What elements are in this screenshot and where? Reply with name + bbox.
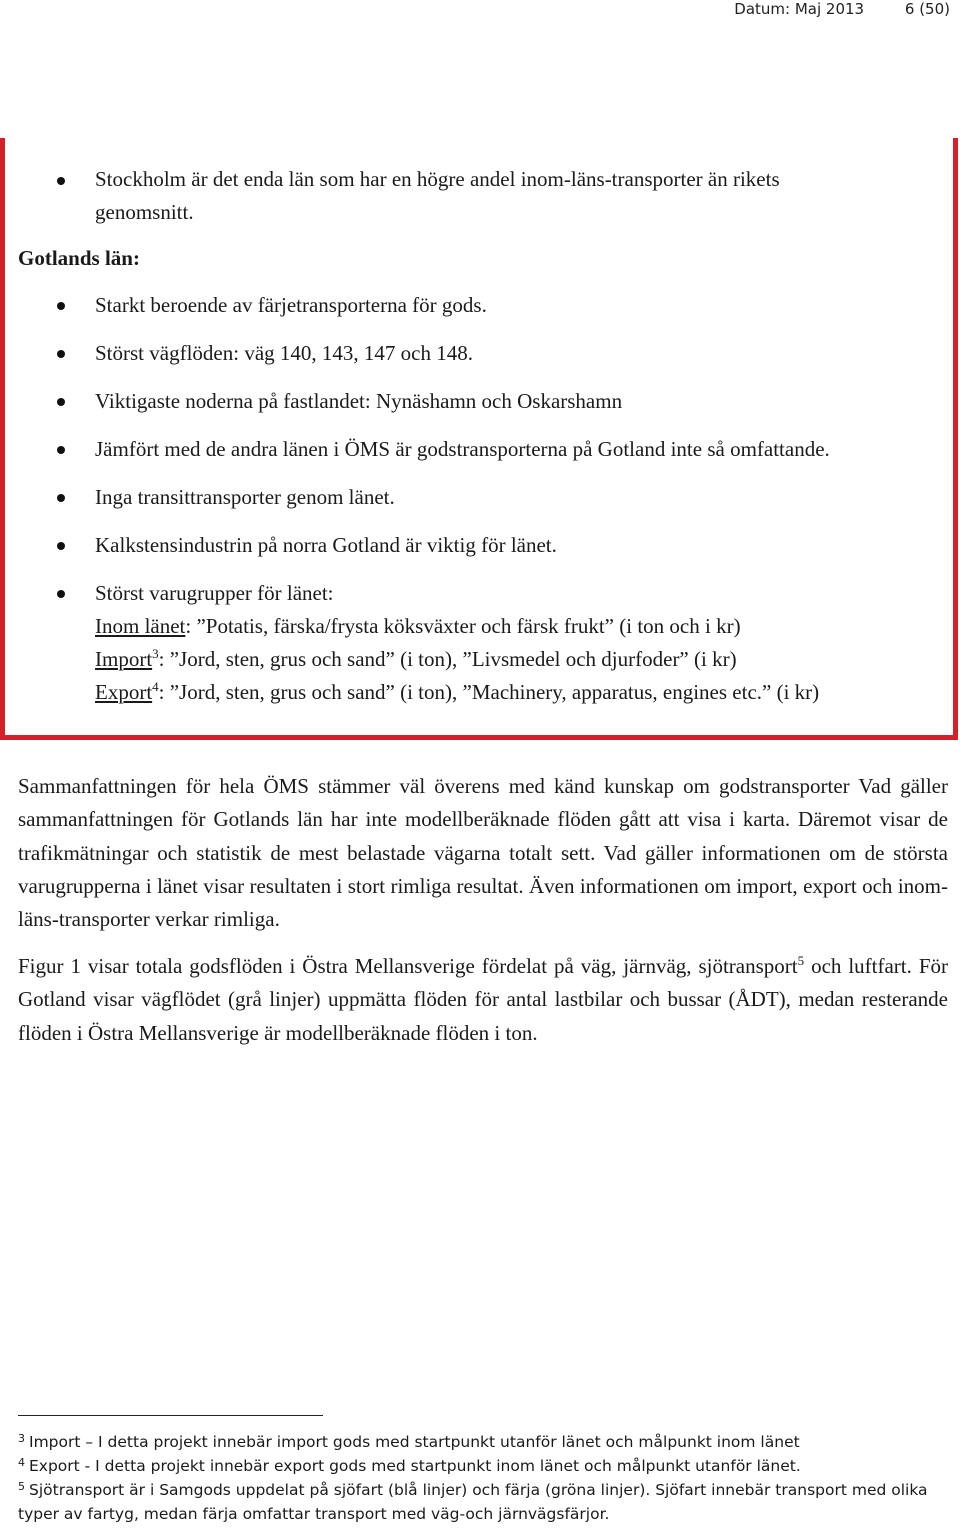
gotland-bullet: Störst varugrupper för länet: [95, 581, 334, 605]
gotland-bullet: Jämfört med de andra länen i ÖMS är godstransporterna på Gotland inte så omfattande. [95, 437, 830, 461]
footnote [18, 1478, 938, 1526]
bullet-icon [57, 302, 65, 310]
gotland-bullet: Viktigaste noderna på fastlandet: Nynäshamn och Oskarshamn [95, 389, 623, 413]
header-date: Datum: Maj 2013 [734, 0, 865, 18]
footnote-ref[interactable]: 5 [797, 953, 805, 968]
footnote-divider [18, 1415, 323, 1416]
bullet-icon [57, 542, 65, 550]
inom-lanet-text: : ”Potatis, färska/frysta köksväxter och färsk frukt” (i ton och i kr) [185, 614, 741, 638]
bullet-icon [57, 494, 65, 502]
gotland-bullet: Starkt beroende av färjetransporterna för gods. [95, 293, 487, 317]
footnote-number: 4 [18, 1456, 25, 1469]
footnote-text: Sjötransport är i Samgods uppdelat på sjöfart (blå linjer) och färja (gröna linjer). Sjöfart innebär transport med olika typer av fartyg, medan färja omfattar transport med väg-och järnvägsfärjor. [18, 1481, 928, 1523]
footnote-ref[interactable]: 4 [152, 679, 159, 694]
bullet-icon [57, 590, 65, 598]
import-label: Import [95, 647, 153, 671]
footnote [18, 1430, 938, 1454]
gotland-bullet: Störst vägflöden: väg 140, 143, 147 och 148. [95, 341, 473, 365]
footnote-ref[interactable]: 3 [152, 646, 159, 661]
bullet-icon [57, 398, 65, 406]
stockholm-bullet: Stockholm är det enda län som har en högre andel inom-läns-transporter än rikets [95, 167, 780, 191]
import-text: : ”Jord, sten, grus och sand” (i ton), ”Livsmedel och djurfoder” (i kr) [158, 647, 737, 671]
import-line [95, 643, 737, 676]
footnote-text: Export - I detta projekt innebär export gods med startpunkt inom länet och målpunkt utanför länet. [29, 1457, 801, 1475]
summary-paragraph: Sammanfattningen för hela ÖMS stämmer väl överens med känd kunskap om godstransporter Vad gäller sammanfattningen för Gotlands län har inte modellberäknade flöden gått att visa i karta. Däremot visar de trafikmätningar och statistik de mest belastade vägarna totalt sett. Vad gäller informationen om de största varugrupperna i länet visar resultaten i stort rimliga resultat. Även informationen om import, export och inom-läns-transporter verkar rimliga. [18, 774, 948, 932]
figure-paragraph-text-cont: och luftfart. För Gotland visar vägflödet (grå linjer) uppmätta flöden för antal lastbilar och bussar (ÅDT), medan resterande flöden i Östra Mellansverige är modellberäknade flöden i ton. [18, 954, 949, 1045]
footnote-number: 5 [18, 1480, 25, 1493]
export-line [95, 676, 819, 709]
bullet-icon [57, 350, 65, 358]
inom-lanet-label: Inom länet [95, 614, 186, 638]
stockholm-bullet-continuation: genomsnitt. [95, 200, 194, 224]
gotland-heading: Gotlands län: [18, 246, 140, 270]
bullet-icon [57, 177, 65, 185]
inom-lanet-line [95, 610, 741, 643]
gotland-bullet: Kalkstensindustrin på norra Gotland är viktig för länet. [95, 533, 557, 557]
bullet-icon [57, 446, 65, 454]
footnote-number: 3 [18, 1432, 25, 1445]
gotland-bullet: Inga transittransporter genom länet. [95, 485, 395, 509]
footnote-text: Import – I detta projekt innebär import gods med startpunkt utanför länet och målpunkt inom länet [29, 1433, 800, 1451]
figure-paragraph [18, 950, 948, 1050]
export-text: : ”Jord, sten, grus och sand” (i ton), ”Machinery, apparatus, engines etc.” (i kr) [158, 680, 820, 704]
figure-paragraph-text: Figur 1 visar totala godsflöden i Östra Mellansverige fördelat på väg, järnväg, sjötransport [18, 954, 798, 978]
export-label: Export [95, 680, 153, 704]
footnote [18, 1454, 938, 1478]
header-page-number: 6 (50) [904, 0, 950, 18]
page-header [698, 0, 950, 20]
